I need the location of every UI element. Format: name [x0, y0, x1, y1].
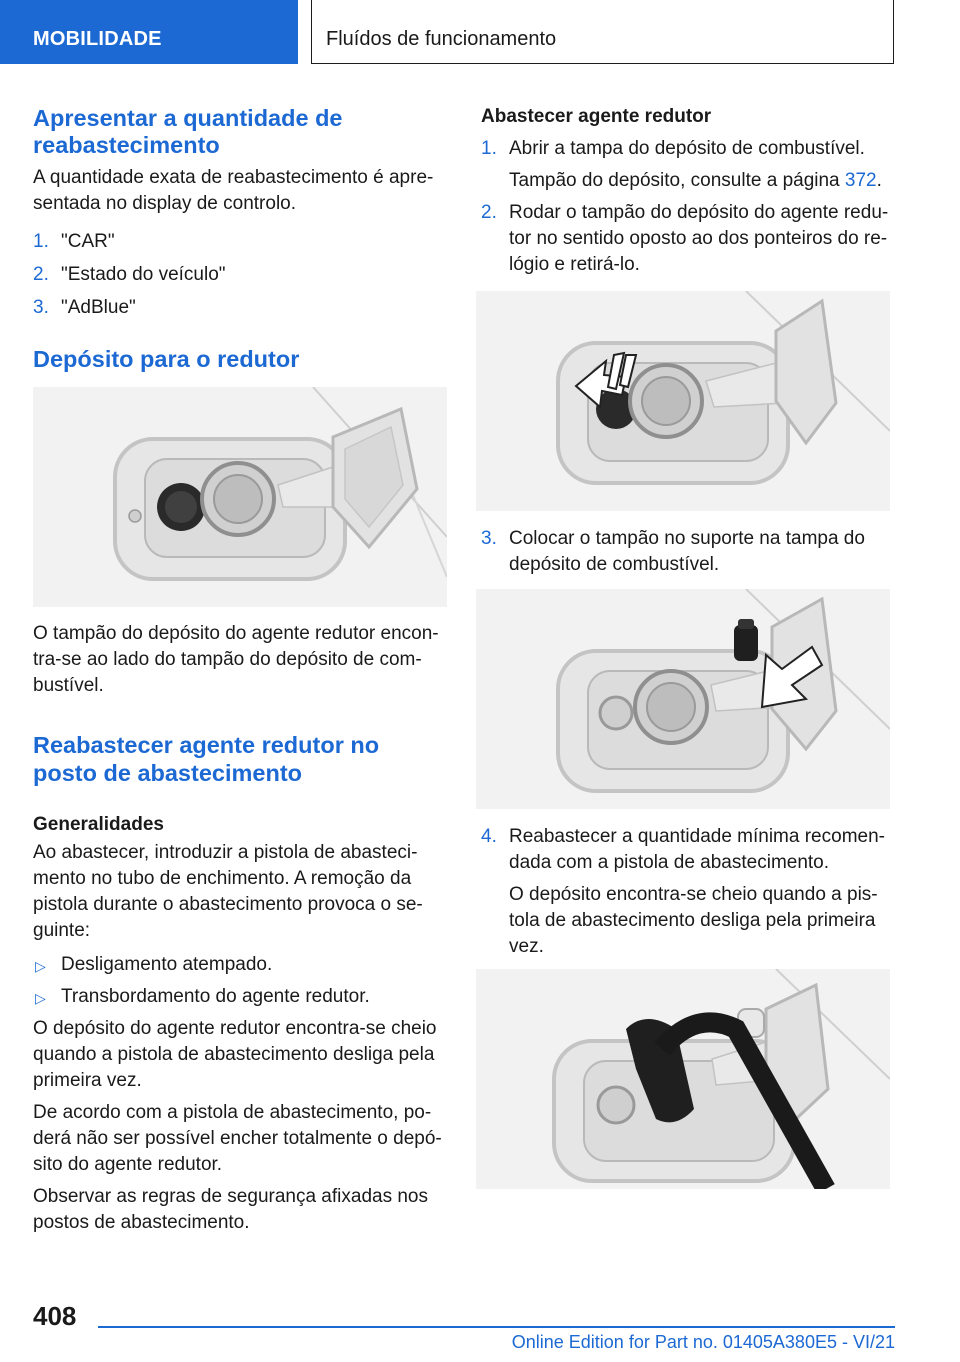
step-text: "Estado do veículo": [61, 264, 226, 285]
paragraph-line: Ao abastecer, introduzir a pistola de abasteci-: [33, 842, 418, 863]
paragraph-line: guinte:: [33, 920, 91, 941]
paragraph-line: pistola durante o abastecimento provoca o se-: [33, 894, 423, 915]
paragraph-line: tra-se ao lado do tampão do depósito de com-: [33, 649, 422, 670]
step-text: lógio e retirá-lo.: [509, 254, 640, 275]
paragraph-line: Observar as regras de segurança afixadas nos: [33, 1186, 428, 1207]
paragraph-line: quando a pistola de abastecimento desliga pela: [33, 1044, 435, 1065]
step-number: 2.: [33, 264, 49, 285]
section-tab: [0, 0, 298, 64]
step-number: 3.: [481, 528, 497, 549]
step-text: "CAR": [61, 231, 115, 252]
step-text: vez.: [509, 936, 544, 957]
step-number: 2.: [481, 202, 497, 223]
paragraph-line: sito do agente redutor.: [33, 1154, 223, 1175]
bullet-triangle-icon: ▷: [35, 958, 46, 974]
paragraph-line: A quantidade exata de reabastecimento é apre-: [33, 167, 434, 188]
heading-quantidade-line2: reabastecimento: [33, 132, 220, 158]
heading-posto-line1: Reabastecer agente redutor no: [33, 732, 380, 758]
step-text: "AdBlue": [61, 297, 136, 318]
step-text: Rodar o tampão do depósito do agente redu-: [509, 202, 889, 223]
step-text: tola de abastecimento desliga pela primeira: [509, 910, 876, 931]
page-link[interactable]: 372: [844, 170, 877, 191]
chapter-tab: [311, 0, 894, 64]
paragraph-line: postos de abastecimento.: [33, 1212, 250, 1233]
bullet-text: Transbordamento do agente redutor.: [61, 986, 370, 1007]
paragraph-line: derá não ser possível encher totalmente o depó-: [33, 1128, 442, 1149]
paragraph-line: sentada no display de controlo.: [33, 193, 297, 214]
footer-divider: [98, 1326, 895, 1328]
step-text: depósito de combustível.: [509, 554, 720, 575]
step-text: Tampão do depósito, consulte a página 372.: [509, 170, 882, 191]
heading-deposito: Depósito para o redutor: [33, 346, 300, 372]
step-text: dada com a pistola de abastecimento.: [509, 852, 830, 873]
page-number: 408: [33, 1301, 77, 1331]
step-number: 4.: [481, 826, 497, 847]
paragraph-line: primeira vez.: [33, 1070, 142, 1091]
paragraph-line: bustível.: [33, 675, 104, 696]
cap-removal-photo: [476, 291, 890, 511]
subheading-abastecer: Abastecer agente redutor: [481, 106, 712, 127]
subheading-generalidades: Generalidades: [33, 814, 164, 835]
step-number: 3.: [33, 297, 49, 318]
bullet-text: Desligamento atempado.: [61, 954, 273, 975]
step-text: Abrir a tampa do depósito de combustível.: [509, 138, 865, 159]
refuel-nozzle-photo: [476, 969, 890, 1189]
step-number: 1.: [33, 231, 49, 252]
step-number: 1.: [481, 138, 497, 159]
step-text: Reabastecer a quantidade mínima recomen-: [509, 826, 885, 847]
step-text: Colocar o tampão no suporte na tampa do: [509, 528, 865, 549]
section-title: MOBILIDADE: [33, 28, 162, 50]
paragraph-line: O depósito do agente redutor encontra-se cheio: [33, 1018, 437, 1039]
chapter-title: Fluídos de funcionamento: [326, 28, 557, 50]
bullet-triangle-icon: ▷: [35, 990, 46, 1006]
paragraph-line: O tampão do depósito do agente redutor encon-: [33, 623, 439, 644]
step-text: tor no sentido oposto ao dos ponteiros do re-: [509, 228, 888, 249]
paragraph-line: mento no tubo de enchimento. A remoção da: [33, 868, 412, 889]
heading-quantidade-line1: Apresentar a quantidade de: [33, 105, 343, 131]
footer-edition: Online Edition for Part no. 01405A380E5 - VI/21: [511, 1332, 895, 1352]
heading-posto-line2: posto de abastecimento: [33, 760, 302, 786]
cap-holder-photo: [476, 589, 890, 809]
fuel-flap-photo: [33, 387, 447, 607]
paragraph-line: De acordo com a pistola de abastecimento, po-: [33, 1102, 432, 1123]
step-text: O depósito encontra-se cheio quando a pis-: [509, 884, 878, 905]
